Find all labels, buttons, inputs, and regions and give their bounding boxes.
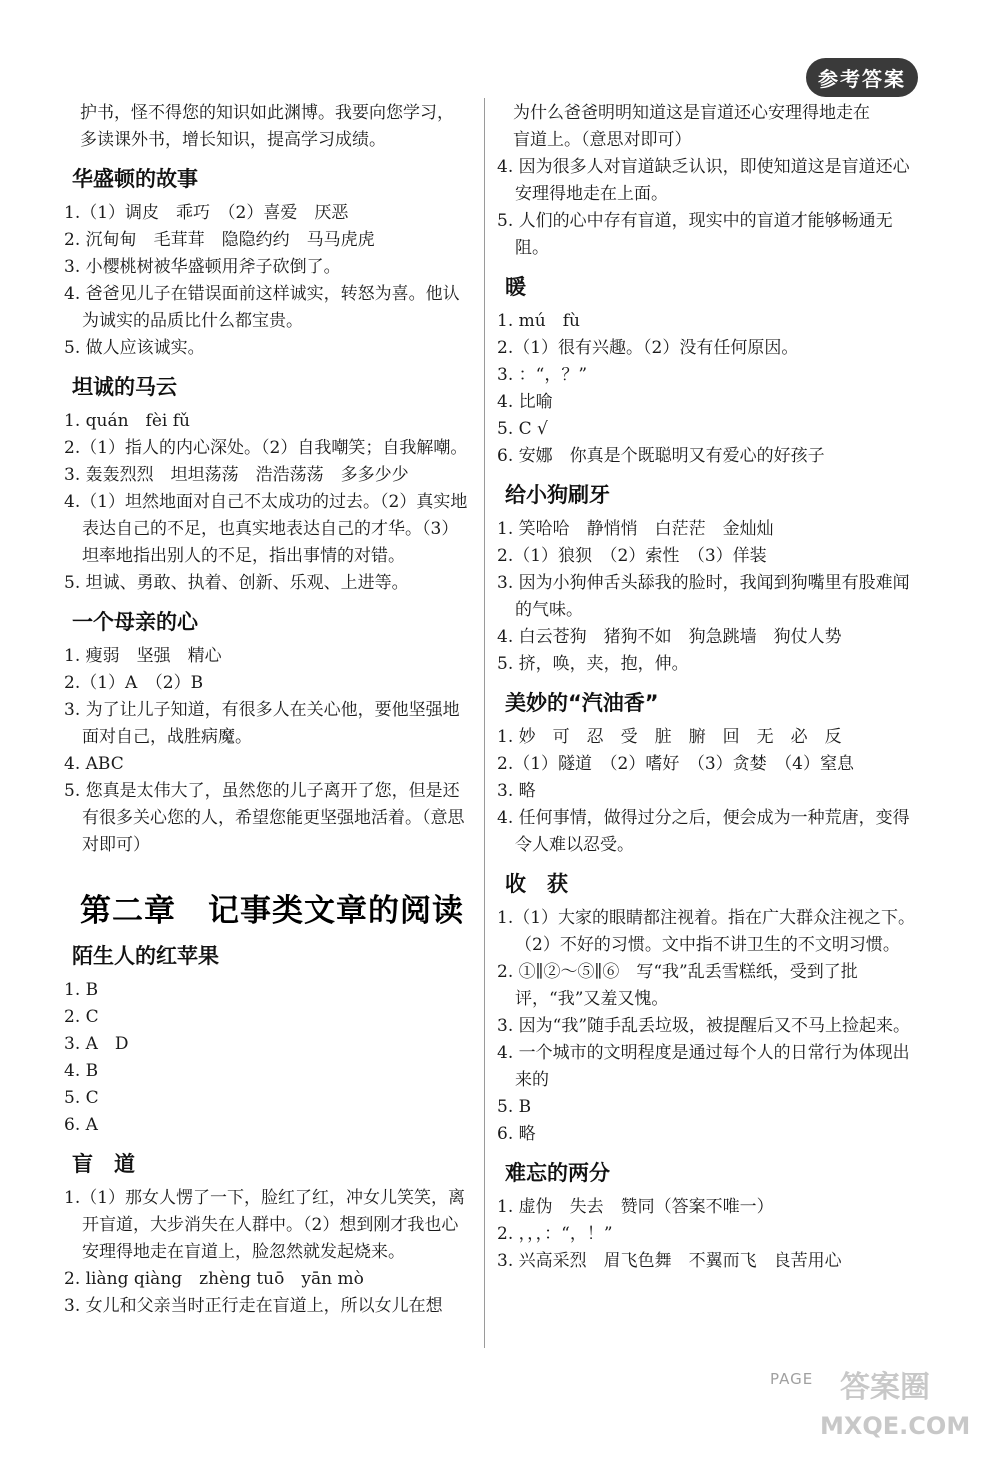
- answer-item: 3. 为了让儿子知道，有很多人在关心他，要他坚强地面对自己，战胜病魔。: [64, 700, 460, 747]
- answer-item: 1. 笑哈哈 静悄悄 白茫茫 金灿灿: [497, 519, 774, 539]
- reference-answers-badge: 参考答案: [806, 58, 918, 97]
- section-title: 美妙的“汽油香”: [505, 691, 659, 715]
- answer-item: 2.（1）隧道 （2）嗜好 （3）贪婪 （4）窒息: [497, 754, 854, 774]
- answer-item: 1. mú fù: [497, 311, 580, 331]
- watermark-logo-text: 答案圈: [840, 1370, 930, 1405]
- answer-item: 1. 虚伪 失去 赞同（答案不唯一）: [497, 1197, 774, 1217]
- answer-item: 2.（1）A （2）B: [64, 673, 204, 693]
- answer-item: 4. 一个城市的文明程度是通过每个人的日常行为体现出来的: [497, 1043, 910, 1090]
- answer-item: 1.（1）调皮 乖巧 （2）喜爱 厌恶: [64, 203, 349, 223]
- continuation-text: 多读课外书，增长知识，提高学习成绩。: [80, 130, 386, 150]
- answer-item: 2. C: [64, 1007, 99, 1027]
- continuation-text: 盲道上。（意思对即可）: [513, 130, 692, 150]
- right-column: [497, 100, 917, 1275]
- page-label: PAGE: [770, 1370, 814, 1388]
- answer-item: 4. 因为很多人对盲道缺乏认识，即使知道这是盲道还心安理得地走在上面。: [497, 157, 910, 204]
- left-sections-chapter2: [64, 940, 472, 1320]
- answer-item: 3. ：“，？”: [497, 365, 588, 385]
- answer-item: 5. C: [64, 1088, 99, 1108]
- answer-item: 1. B: [64, 980, 99, 1000]
- answer-item: 3. 兴高采烈 眉飞色舞 不翼而飞 良苦用心: [497, 1251, 842, 1271]
- answer-item: 4. 任何事情，做得过分之后，便会成为一种荒唐，变得令人难以忍受。: [497, 808, 910, 855]
- answer-item: 5. 做人应该诚实。: [64, 338, 205, 358]
- answer-item: 1. 瘦弱 坚强 精心: [64, 646, 222, 666]
- answer-item: 6. A: [64, 1115, 98, 1135]
- answer-item: 1. 妙 可 忍 受 脏 腑 回 无 必 反: [497, 727, 842, 747]
- continuation-items: [497, 154, 917, 262]
- section-title: 陌生人的红苹果: [72, 944, 219, 968]
- answer-item: 2. ①∥②～⑤∥⑥ 写“我”乱丢雪糕纸，受到了批评，“我”又羞又愧。: [497, 962, 858, 1009]
- answer-item: 3. 小樱桃树被华盛顿用斧子砍倒了。: [64, 257, 341, 277]
- right-sections: [497, 271, 917, 1275]
- answer-item: 5. 挤，唤，夹，抱，伸。: [497, 654, 689, 674]
- watermark-url: MXQE.COM: [820, 1412, 971, 1440]
- section-title: 收 获: [505, 872, 568, 896]
- left-column: [64, 100, 472, 1320]
- answer-item: 1. quán fèi fǔ: [64, 411, 190, 431]
- answer-item: 5. 您真是太伟大了，虽然您的儿子离开了您，但是还有很多关心您的人，希望您能更坚强地活着。（意思对即可）: [64, 781, 465, 855]
- site-watermark: [820, 1362, 992, 1452]
- answer-item: 1.（1）大家的眼睛都注视着。指在广大群众注视之下。（2）不好的习惯。文中指不讲卫生的不文明习惯。: [497, 908, 916, 955]
- answer-item: 4.（1）坦然地面对自己不太成功的过去。（2）真实地表达自己的不足，也真实地表达自己的才华。（3）坦率地指出别人的不足，指出事情的对错。: [64, 492, 468, 566]
- continuation-text: 护书，怪不得您的知识如此渊博。我要向您学习，: [80, 103, 454, 123]
- section-title: 一个母亲的心: [72, 610, 198, 634]
- answer-item: 2.（1）很有兴趣。（2）没有任何原因。: [497, 338, 799, 358]
- answer-item: 3. 因为“我”随手乱丢垃圾，被提醒后又不马上捡起来。: [497, 1016, 911, 1036]
- answer-item: 2.（1）狼狈 （2）索性 （3）佯装: [497, 546, 767, 566]
- section-title: 给小狗刷牙: [505, 483, 610, 507]
- answer-item: 5. 人们的心中存有盲道，现实中的盲道才能够畅通无阻。: [497, 211, 893, 258]
- column-divider: [484, 98, 485, 1348]
- continuation-text: 为什么爸爸明明知道这是盲道还心安理得地走在: [513, 103, 870, 123]
- answer-item: 4. B: [64, 1061, 99, 1081]
- answer-item: 3. A D: [64, 1034, 129, 1054]
- answer-item: 2. liàng qiàng zhèng tuō yān mò: [64, 1269, 364, 1289]
- answer-item: 4. ABC: [64, 754, 124, 774]
- section-title: 难忘的两分: [505, 1161, 610, 1185]
- answer-item: 5. B: [497, 1097, 532, 1117]
- answer-item: 2. 沉甸甸 毛茸茸 隐隐约约 马马虎虎: [64, 230, 375, 250]
- answer-item: 5. C √: [497, 419, 548, 439]
- section-title: 暖: [505, 275, 526, 299]
- answer-item: 6. 安娜 你真是个既聪明又有爱心的好孩子: [497, 446, 825, 466]
- section-title: 华盛顿的故事: [72, 167, 198, 191]
- answer-item: 4. 比喻: [497, 392, 553, 412]
- answer-item: 3. 轰轰烈烈 坦坦荡荡 浩浩荡荡 多多少少: [64, 465, 409, 485]
- answer-item: 3. 略: [497, 781, 536, 801]
- answer-item: 2.（1）指人的内心深处。（2）自我嘲笑；自我解嘲。: [64, 438, 468, 458]
- section-title: 坦诚的马云: [72, 375, 177, 399]
- left-sections: [64, 163, 472, 859]
- answer-item: 1.（1）那女人愣了一下，脸红了红，冲女儿笑笑，离开盲道，大步消失在人群中。（2）想到刚才我也心安理得地走在盲道上，脸忽然就发起烧来。: [64, 1188, 466, 1262]
- chapter-heading: 第二章 记事类文章的阅读: [80, 893, 464, 929]
- answer-item: 6. 略: [497, 1124, 536, 1144]
- section-title: 盲 道: [72, 1152, 135, 1176]
- answer-item: 5. 坦诚、勇敢、执着、创新、乐观、上进等。: [64, 573, 409, 593]
- answer-item: 3. 因为小狗伸舌头舔我的脸时，我闻到狗嘴里有股难闻的气味。: [497, 573, 910, 620]
- answer-item: 4. 爸爸见儿子在错误面前这样诚实，转怒为喜。他认为诚实的品质比什么都宝贵。: [64, 284, 460, 331]
- answer-item: 3. 女儿和父亲当时正行走在盲道上，所以女儿在想: [64, 1296, 443, 1316]
- answer-item: 2. ，，，：“，！”: [497, 1224, 613, 1244]
- answer-item: 4. 白云苍狗 猪狗不如 狗急跳墙 狗仗人势: [497, 627, 842, 647]
